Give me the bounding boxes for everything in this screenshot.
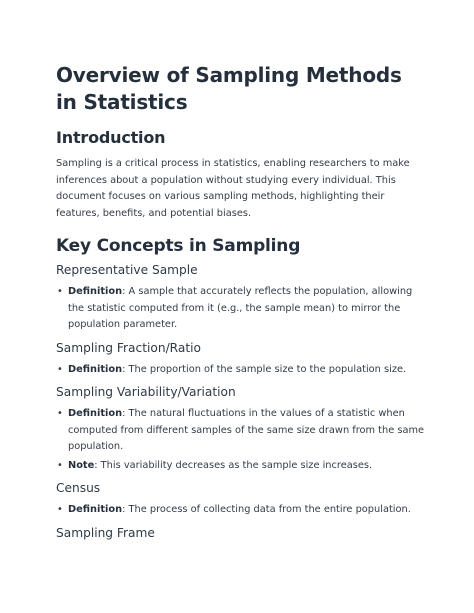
term-text: : The proportion of the sample size to the population size. (122, 363, 407, 375)
sampling-variability-list (56, 406, 428, 474)
bullet-icon: • (57, 504, 63, 515)
term-text: : The process of collecting data from the entire population. (122, 504, 411, 515)
representative-sample-list (56, 284, 428, 334)
introduction-heading: Introduction (56, 128, 166, 147)
sampling-variability-heading: Sampling Variability/Variation (56, 385, 236, 399)
term-label: Definition (68, 286, 123, 297)
census-heading: Census (56, 481, 101, 495)
list-item (56, 362, 428, 379)
introduction-paragraph: Sampling is a critical process in statistics, enabling researchers to make inferences about a population without studying every individual. This document focuses on various sampling methods, highlighting their features, benefits, and potential biases. (56, 158, 410, 219)
bullet-icon: • (57, 459, 63, 471)
document-title: Overview of Sampling Methods in Statistics (56, 63, 402, 114)
sampling-fraction-list (56, 362, 428, 379)
key-concepts-heading: Key Concepts in Sampling (56, 236, 301, 256)
sampling-fraction-heading: Sampling Fraction/Ratio (56, 340, 201, 355)
representative-sample-heading: Representative Sample (56, 263, 198, 277)
term-label: Definition (68, 363, 123, 375)
list-item (56, 502, 428, 519)
term-text: : The natural fluctuations in the values of a statistic when computed from different samples of the same size drawn from the same population. (68, 408, 425, 452)
bullet-icon: • (57, 363, 63, 375)
sampling-frame-heading: Sampling Frame (56, 525, 155, 540)
list-item (56, 284, 428, 334)
term-text: : A sample that accurately reflects the population, allowing the statistic computed from it (e.g., the sample mean) to mirror the population parameter. (68, 286, 413, 330)
census-list (56, 502, 428, 519)
term-label: Note (68, 459, 95, 471)
list-item (56, 458, 428, 475)
term-label: Definition (68, 504, 123, 515)
document-page (56, 62, 428, 547)
term-text: : This variability decreases as the sample size increases. (94, 459, 373, 471)
term-label: Definition (68, 408, 123, 419)
list-item (56, 406, 428, 456)
bullet-icon: • (57, 286, 63, 297)
bullet-icon: • (57, 408, 63, 419)
